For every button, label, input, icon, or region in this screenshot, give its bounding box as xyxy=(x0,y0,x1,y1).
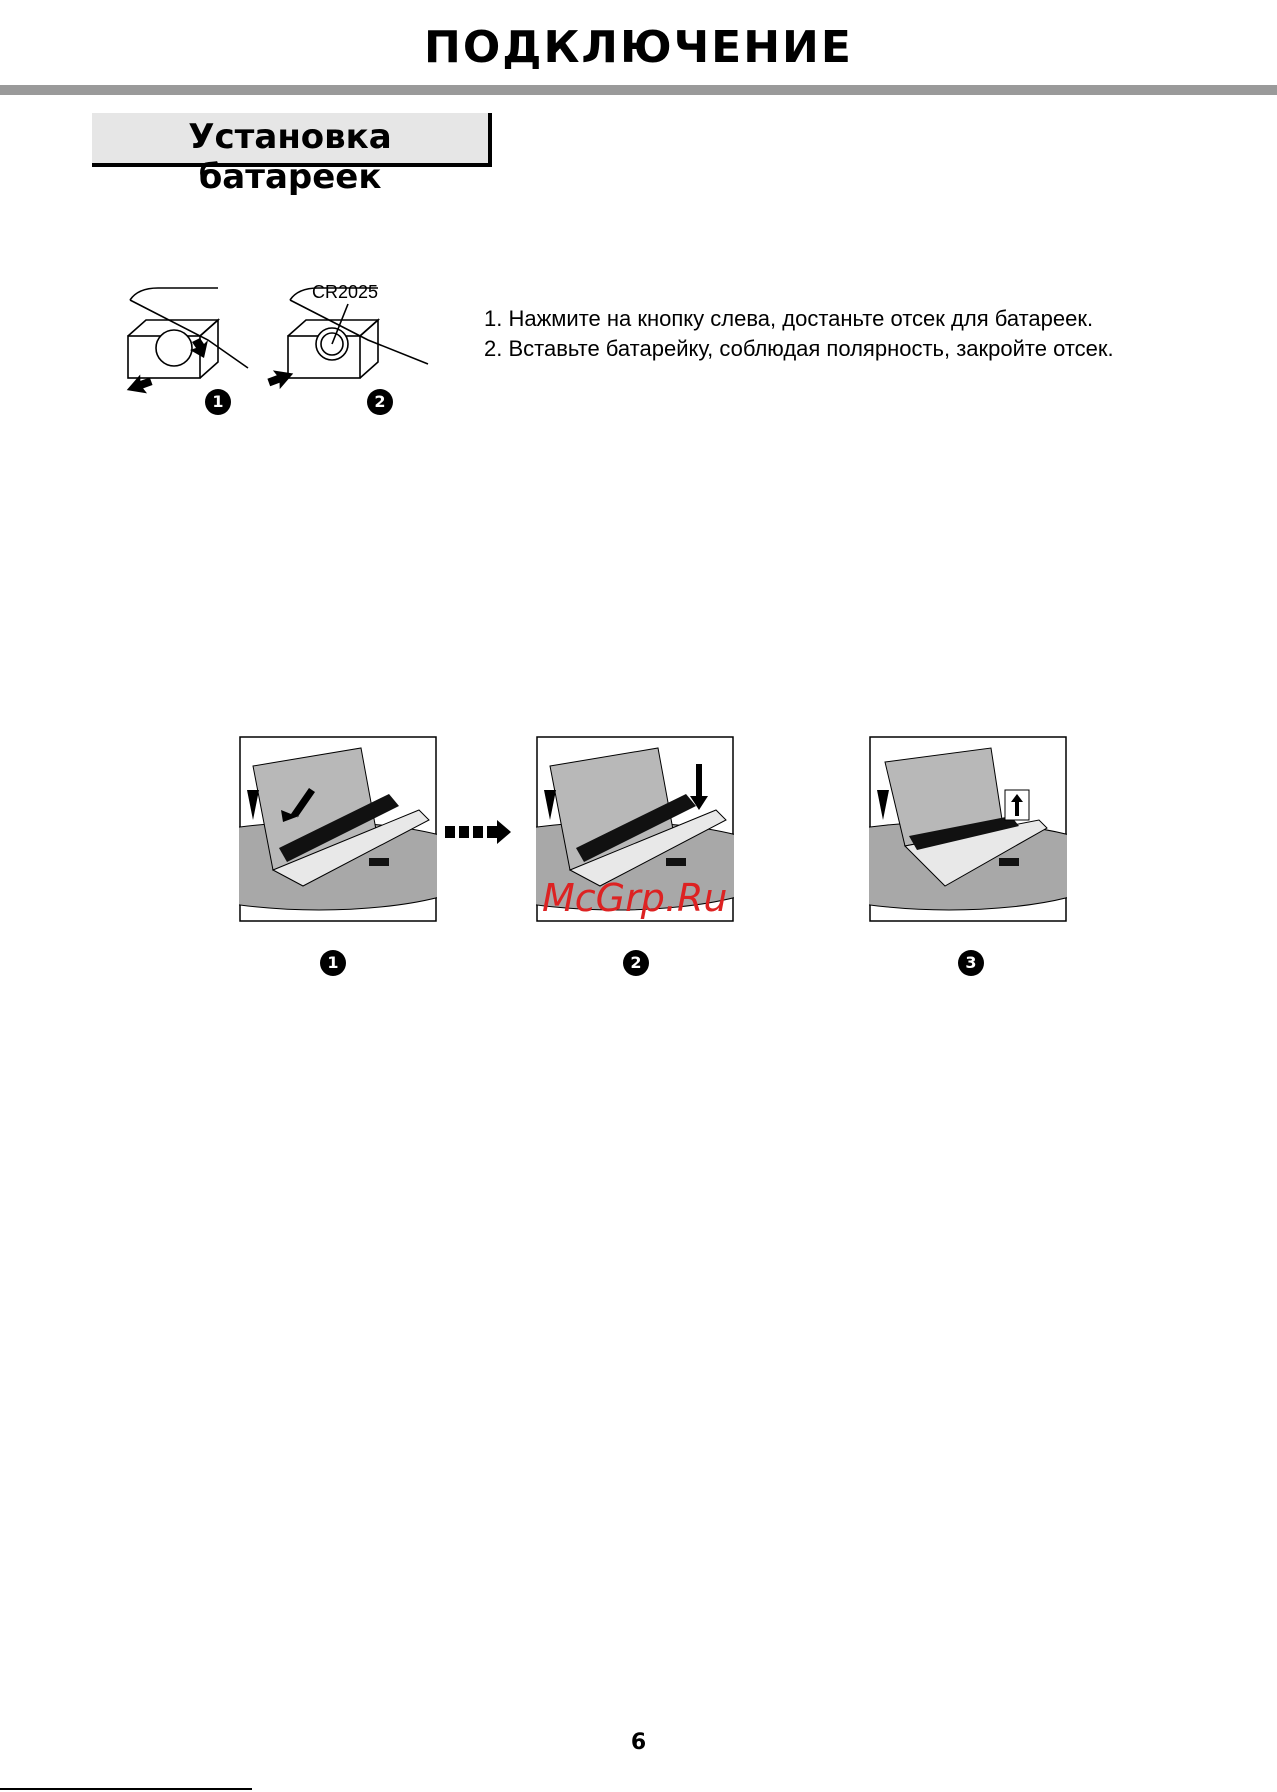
tray-illustration-3 xyxy=(869,736,1067,922)
title-rule xyxy=(0,85,1277,95)
step-1: 1. Нажмите на кнопку слева, достаньте отсек для батареек. xyxy=(484,306,1094,331)
remote-step-badge-1: 1 xyxy=(205,389,231,415)
dashed-arrow-icon xyxy=(445,820,511,844)
step-2: 2. Вставьте батарейку, соблюдая полярность, закройте отсек. xyxy=(484,336,1114,361)
watermark: McGrp.Ru xyxy=(542,876,728,920)
page-title: ПОДКЛЮЧЕНИЕ xyxy=(424,22,853,73)
page-number: 6 xyxy=(630,1730,647,1755)
tray-step-badge-1: 1 xyxy=(320,950,346,976)
tray-illustration-1 xyxy=(239,736,437,922)
section-header xyxy=(92,113,492,197)
remote-step-badge-2: 2 xyxy=(367,389,393,415)
battery-label: CR2025 xyxy=(312,282,379,302)
footer-rule xyxy=(0,1788,252,1790)
remote-1 xyxy=(126,288,248,378)
tray-step-badge-3: 3 xyxy=(958,950,984,976)
section-title: Установка батареек xyxy=(188,117,392,197)
instruction-steps xyxy=(484,304,1114,364)
tray-step-badge-2: 2 xyxy=(623,950,649,976)
